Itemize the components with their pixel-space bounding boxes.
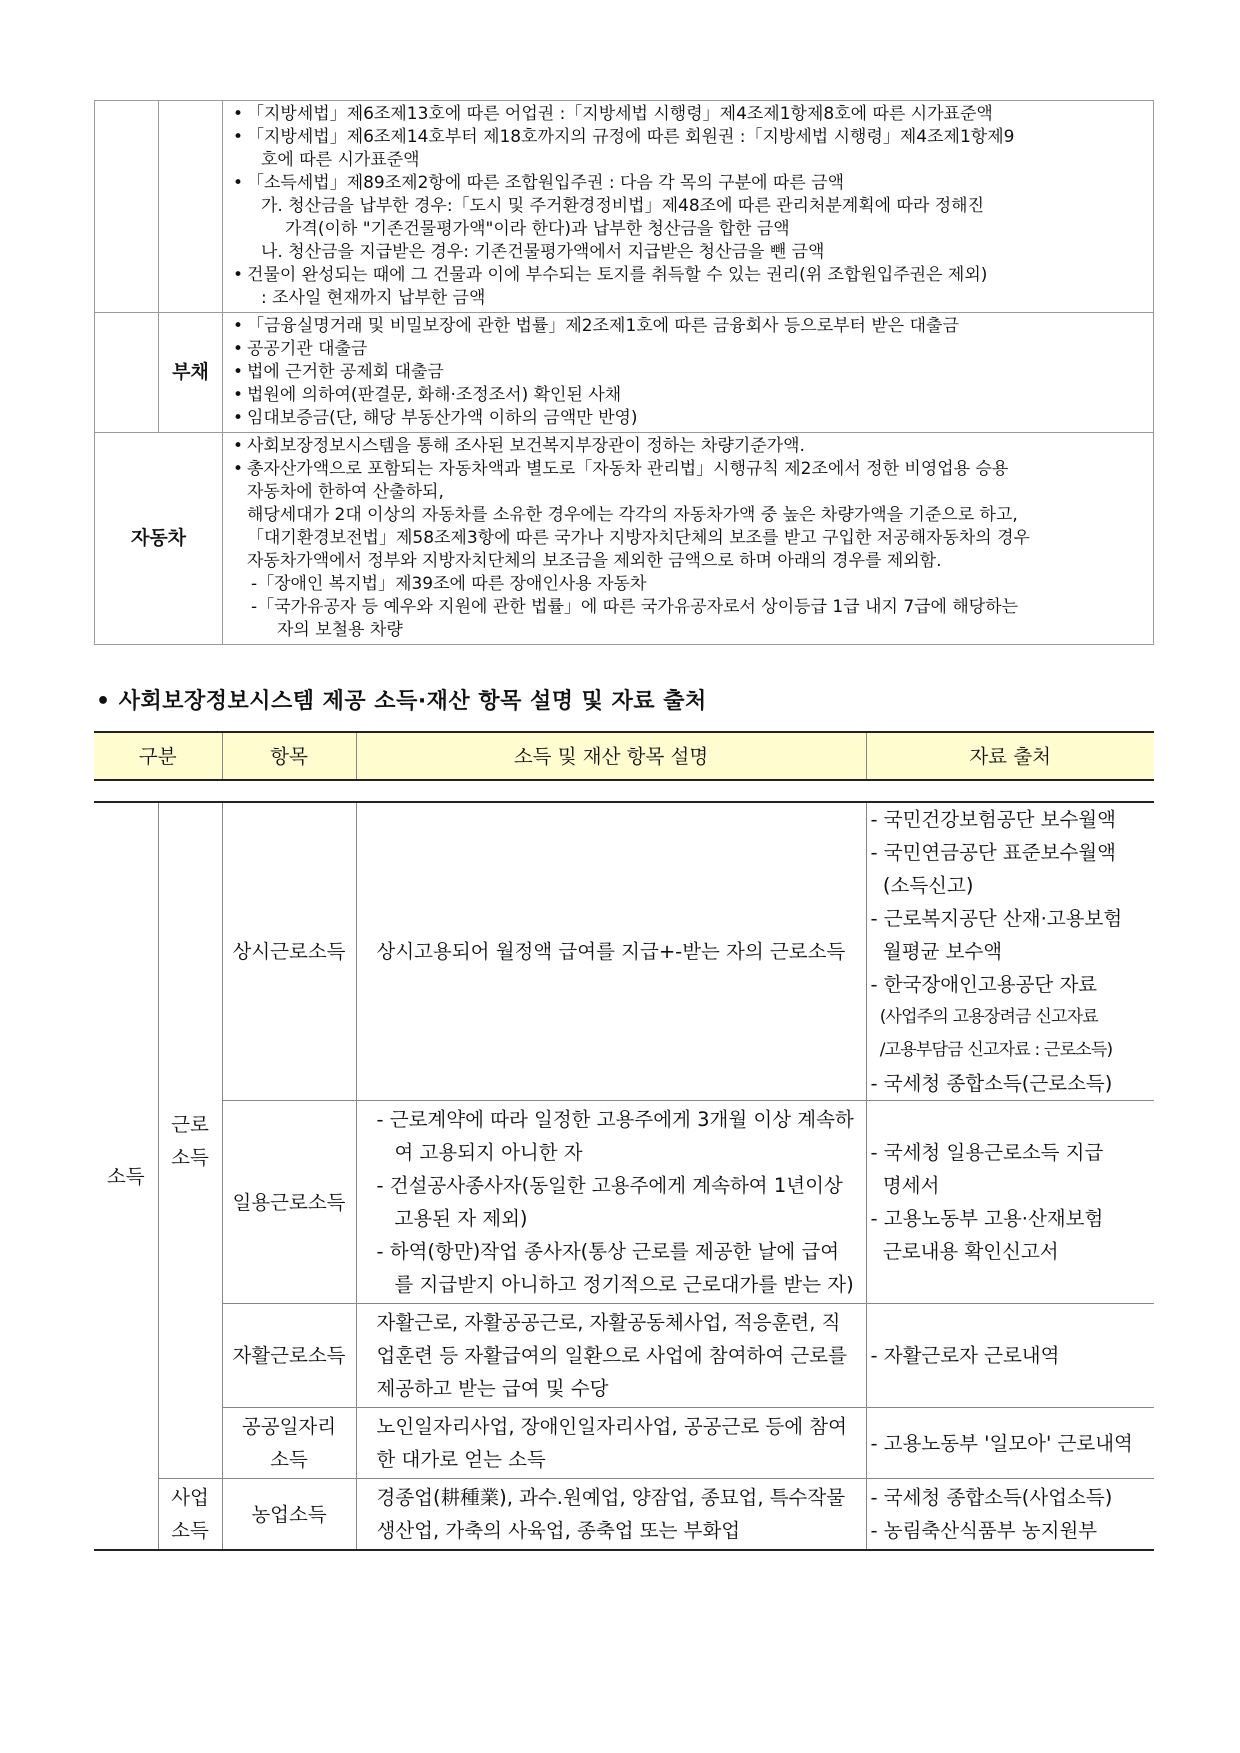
list-item: • 총자산가액으로 포함되는 자동차액과 별도로「자동차 관리법」시행규칙 제2조에서 정한 비영업용 승용	[247, 458, 1143, 481]
list-item: • 사회보장정보시스템을 통해 조사된 보건복지부장관이 정하는 차량기준가액.	[247, 435, 1143, 458]
item-cell: 상시근로소득	[222, 802, 356, 1101]
car-list	[223, 433, 1153, 644]
list-item: • 건물이 완성되는 때에 그 건물과 이에 부수되는 토지를 취득할 수 있는 권리(위 조합원입주권은 제외)	[247, 264, 1143, 287]
description-cell	[356, 1101, 866, 1304]
source-line: - 자활근로자 근로내역	[870, 1344, 1060, 1367]
list-item: 나. 청산금을 지급받은 경우: 기존건물평가액에서 지급받은 청산금을 뺀 금액	[261, 242, 825, 262]
source-line: 명세서	[870, 1174, 940, 1197]
list-item: -「장애인 복지법」제39조에 따른 장애인사용 자동차	[251, 574, 647, 594]
table-row	[94, 1479, 1154, 1551]
list-item: 자동차가액에서 정부와 지방자치단체의 보조금을 제외한 금액으로 하며 아래의 경우를 제외함.	[247, 551, 942, 571]
description-line: - 건설공사종사자(동일한 고용주에게 계속하여 1년이상 고용된 자 제외)	[376, 1174, 843, 1230]
source-line: (소득신고)	[870, 874, 974, 897]
description-cell: 자활근로, 자활공공근로, 자활공동체사업, 적응훈련, 직업훈련 등 자활급여의 일환으로 사업에 참여하여 근로를 제공하고 받는 급여 및 수당	[356, 1304, 866, 1408]
asset-row	[95, 101, 1154, 313]
source-line: (사업주의 고용장려금 신고자료	[870, 1007, 1098, 1027]
description-line: - 근로계약에 따라 일정한 고용주에게 3개월 이상 계속하여 고용되지 아니한 자	[376, 1108, 854, 1164]
list-item: • 공공기관 대출금	[247, 338, 1143, 361]
list-item: • 임대보증금(단, 해당 부동산가액 이하의 금액만 반영)	[247, 407, 1143, 430]
car-label: 자동차	[95, 433, 223, 645]
source-line: - 농림축산식품부 농지원부	[870, 1519, 1098, 1542]
source-cell	[866, 1101, 1154, 1304]
source-cell	[866, 1304, 1154, 1408]
list-item: • 법원에 의하여(판결문, 화해·조정조서) 확인된 사채	[247, 384, 1143, 407]
header-description: 소득 및 재산 항목 설명	[356, 732, 866, 780]
section-title: • 사회보장정보시스템 제공 소득·재산 항목 설명 및 자료 출처	[96, 689, 707, 714]
list-item: : 조사일 현재까지 납부한 금액	[261, 288, 486, 308]
list-item: 「대기환경보전법」제58조제3항에 따른 국가나 지방자치단체의 보조를 받고 구입한 저공해자동차의 경우	[247, 528, 1030, 548]
table-row	[94, 1101, 1154, 1304]
list-item: 자동차에 한하여 산출하되,	[247, 482, 444, 502]
list-item: • 「금융실명거래 및 비밀보장에 관한 법률」제2조제1호에 따른 금융회사 등으로부터 받은 대출금	[247, 315, 1143, 338]
source-line: - 국민건강보험공단 보수월액	[870, 808, 1116, 831]
asset-criteria-table	[94, 100, 1154, 645]
source-cell	[866, 1408, 1154, 1479]
table-row	[94, 1304, 1154, 1408]
category-income: 소득	[94, 802, 158, 1550]
list-item: 자의 보철용 차량	[277, 620, 403, 640]
debt-list	[223, 313, 1153, 432]
subcategory-work: 근로 소득	[158, 802, 222, 1479]
description-cell: 상시고용되어 월정액 급여를 지급+-받는 자의 근로소득	[356, 802, 866, 1101]
item-cell: 농업소득	[222, 1479, 356, 1551]
source-line: /고용부담금 신고자료 : 근로소득)	[870, 1040, 1113, 1060]
description-cell: 경종업(耕種業), 과수.원예업, 양잠업, 종묘업, 특수작물생산업, 가축의 사육업, 종축업 또는 부화업	[356, 1479, 866, 1551]
list-item: 가. 청산금을 납부한 경우:「도시 및 주거환경정비법」제48조에 따른 관리처분계획에 따라 정해진	[261, 196, 985, 216]
item-cell: 자활근로소득	[222, 1304, 356, 1408]
asset-list	[223, 101, 1153, 312]
car-row	[95, 433, 1154, 645]
list-item: 해당세대가 2대 이상의 자동차를 소유한 경우에는 각각의 자동차가액 중 높은 차량가액을 기준으로 하고,	[247, 505, 1018, 525]
list-item: • 법에 근거한 공제회 대출금	[247, 361, 1143, 384]
list-item: • 「소득세법」제89조제2항에 따른 조합원입주권 : 다음 각 목의 구분에 따른 금액	[247, 172, 1143, 195]
source-line: 근로내용 확인신고서	[870, 1240, 1059, 1263]
header-item: 항목	[222, 732, 356, 780]
description-line: - 하역(항만)작업 종사자(통상 근로를 제공한 날에 급여를 지급받지 아니하고 정기적으로 근로대가를 받는 자)	[376, 1240, 854, 1296]
source-line: - 국세청 일용근로소득 지급	[870, 1141, 1104, 1164]
debt-row	[95, 313, 1154, 433]
source-line: - 한국장애인고용공단 자료	[870, 973, 1098, 996]
item-cell: 공공일자리 소득	[222, 1408, 356, 1479]
list-item: 가격(이하 "기존건물평가액"이라 한다)과 납부한 청산금을 합한 금액	[285, 219, 790, 239]
table-row	[94, 1408, 1154, 1479]
list-item: • 「지방세법」제6조제13호에 따른 어업권 :「지방세법 시행령」제4조제1항제8호에 따른 시가표준액	[247, 103, 1143, 126]
debt-label: 부채	[159, 313, 223, 433]
table-row	[94, 802, 1154, 1101]
source-cell	[866, 1479, 1154, 1551]
source-cell	[866, 802, 1154, 1101]
description-cell: 노인일자리사업, 장애인일자리사업, 공공근로 등에 참여한 대가로 얻는 소득	[356, 1408, 866, 1479]
table-header	[94, 732, 1154, 780]
item-cell: 일용근로소득	[222, 1101, 356, 1304]
income-source-table	[94, 731, 1154, 1551]
source-line: - 근로복지공단 산재·고용보험	[870, 907, 1123, 930]
source-line: - 국세청 종합소득(근로소득)	[870, 1072, 1113, 1095]
source-line: 월평균 보수액	[870, 940, 1003, 963]
subcategory-business: 사업 소득	[158, 1479, 222, 1551]
list-item: 호에 따른 시가표준액	[261, 150, 420, 170]
source-line: - 국민연금공단 표준보수월액	[870, 841, 1116, 864]
list-item: • 「지방세법」제6조제14호부터 제18호까지의 규정에 따른 회원권 :「지방세법 시행령」제4조제1항제9	[247, 126, 1143, 149]
header-category: 구분	[94, 732, 222, 780]
header-source: 자료 출처	[866, 732, 1154, 780]
source-line: - 고용노동부 '일모아' 근로내역	[870, 1431, 1133, 1455]
source-line: - 국세청 종합소득(사업소득)	[870, 1486, 1113, 1509]
source-line: - 고용노동부 고용·산재보험	[870, 1207, 1104, 1230]
list-item: -「국가유공자 등 예우와 지원에 관한 법률」에 따른 국가유공자로서 상이등급 1급 내지 7급에 해당하는	[251, 597, 1019, 617]
